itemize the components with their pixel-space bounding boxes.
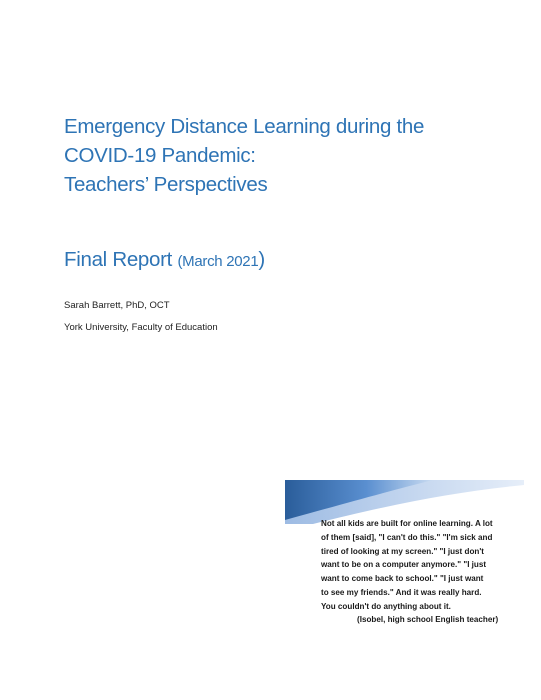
quote-line-6: to see my friends." And it was really hard. xyxy=(321,587,482,597)
title-line-3: Teachers’ Perspectives xyxy=(64,173,268,196)
subtitle-date: (March 2021 xyxy=(177,253,259,270)
quote-line-4: want to be on a computer anymore." "I just xyxy=(321,560,487,570)
title-line-1: Emergency Distance Learning during the xyxy=(64,115,425,138)
quote-line-5: want to come back to school." "I just want xyxy=(321,574,484,584)
report-subtitle xyxy=(64,248,265,272)
subtitle-close-paren: ) xyxy=(258,248,265,271)
quote-line-7: You couldn't do anything about it. xyxy=(321,601,451,611)
quote-line-2: of them [said], "I can't do this." "I'm sick and xyxy=(321,532,493,542)
report-title xyxy=(64,112,504,199)
teacher-quote xyxy=(321,517,521,614)
author-affiliation: York University, Faculty of Education xyxy=(64,322,218,333)
quote-attribution: (Isobel, high school English teacher) xyxy=(357,615,499,624)
quote-line-3: tired of looking at my screen." "I just don't xyxy=(321,546,484,556)
subtitle-label: Final Report xyxy=(64,248,178,271)
author-name: Sarah Barrett, PhD, OCT xyxy=(64,300,170,311)
quote-line-1: Not all kids are built for online learning. A lot xyxy=(321,519,493,528)
title-line-2: COVID-19 Pandemic: xyxy=(64,144,256,167)
